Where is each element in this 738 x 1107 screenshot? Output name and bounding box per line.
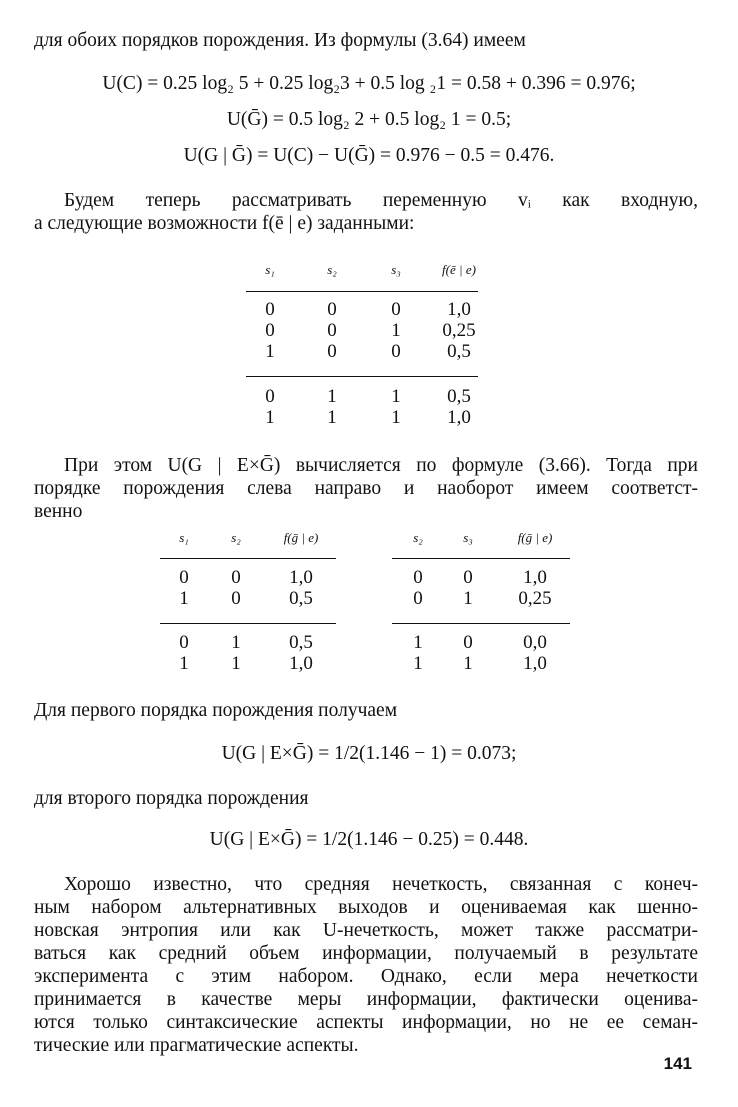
table-cell: 0 (265, 386, 275, 407)
table-cell: 0 (231, 567, 241, 588)
table-cell: 0,5 (289, 632, 313, 653)
formula-u-g-given-g-bar (0, 144, 738, 168)
table-cell: 0,5 (447, 341, 471, 362)
table-header (246, 262, 478, 282)
table-cell: 0 (179, 567, 189, 588)
formula-text: U(G | E×Ḡ) = 1/2(1.146 − 0.25) = 0.448. (209, 829, 529, 850)
para2-line-2: порядке порождения слева направо и наоборот имеем соответст- (34, 478, 698, 499)
header-s1: s₁ (265, 262, 275, 277)
table-cell: 1 (265, 341, 275, 362)
table-cell: 1,0 (289, 567, 313, 588)
first-order-label: Для первого порядка порождения получаем (34, 700, 398, 721)
table-cell: 0,5 (289, 588, 313, 609)
header-possibility: f(ḡ | e) (517, 530, 553, 545)
table-row (246, 341, 478, 361)
table-cell: 0 (327, 299, 337, 320)
table-cell: 0,25 (518, 588, 552, 609)
formula-text: U(G | Ḡ) = U(C) − U(Ḡ) = 0.976 − 0.5 = 0.476. (183, 145, 555, 166)
table-cell: 1 (231, 632, 241, 653)
table-row (246, 386, 478, 406)
para2-line-3: венно (34, 501, 83, 522)
table-cell: 1,0 (523, 567, 547, 588)
table-cell: 0 (265, 299, 275, 320)
table-cell: 0 (463, 632, 473, 653)
table-cell: 1 (413, 653, 423, 674)
table-cell: 0,25 (442, 320, 476, 341)
table-cell: 0 (391, 299, 401, 320)
para3-line-8: тические или прагматические аспекты. (34, 1035, 359, 1056)
table-cell: 1,0 (447, 299, 471, 320)
table-cell: 1 (327, 386, 337, 407)
formula-u-g-bar (0, 108, 738, 132)
header-possibility: f(ḡ | e) (283, 530, 319, 545)
table-rule (392, 623, 570, 624)
table-row (246, 320, 478, 340)
table-cell: 1 (179, 588, 189, 609)
header-s2: s₂ (327, 262, 337, 277)
table-cell: 0 (463, 567, 473, 588)
table-cell: 1,0 (447, 407, 471, 428)
table-rule (246, 376, 478, 377)
table-cell: 0 (231, 588, 241, 609)
possibility-table-2 (160, 530, 336, 680)
para3-line-7: ются только синтаксические аспекты информации, но не ее семан- (34, 1012, 698, 1033)
table-cell: 0 (327, 320, 337, 341)
table-header (392, 530, 570, 550)
table-row (392, 567, 570, 587)
table-header (160, 530, 336, 550)
table-cell: 1 (265, 407, 275, 428)
header-s1: s₁ (179, 530, 189, 545)
table-cell: 1 (391, 407, 401, 428)
table-cell: 0 (265, 320, 275, 341)
table-row (392, 588, 570, 608)
second-order-label: для второго порядка порождения (34, 788, 309, 809)
table-cell: 0 (413, 588, 423, 609)
para3-line-4: ваться как средний объем информации, получаемый в результате (34, 943, 698, 964)
table-cell: 0 (179, 632, 189, 653)
header-possibility: f(ē | e) (442, 262, 476, 277)
para3-line-5: эксперимента с этим набором. Однако, если мера нечеткости (34, 966, 698, 987)
table-rule (160, 623, 336, 624)
table-cell: 1,0 (523, 653, 547, 674)
table-cell: 1 (463, 653, 473, 674)
table-cell: 1,0 (289, 653, 313, 674)
header-s3: s₃ (463, 530, 473, 545)
para3-line-2: ным набором альтернативных выходов и оцениваемая как шенно- (34, 897, 698, 918)
table-row (160, 653, 336, 673)
page-number: 141 (663, 1054, 692, 1073)
header-s3: s₃ (391, 262, 401, 277)
para1-line-1: Будем теперь рассматривать переменную vᵢ как входную, (64, 190, 698, 211)
para3-line-3: новская энтропия или как U-нечеткость, может также рассматри- (34, 920, 698, 941)
table-cell: 1 (391, 386, 401, 407)
formula-text: U(C) = 0.25 log₂ 5 + 0.25 log₂3 + 0.5 log ₂1 = 0.58 + 0.396 = 0.976; (102, 73, 636, 94)
header-s2: s₂ (413, 530, 423, 545)
possibility-table-1 (246, 262, 478, 432)
intro-line: для обоих порядков порождения. Из формулы (3.64) имеем (34, 30, 526, 51)
table-rule (160, 558, 336, 559)
table-cell: 1 (391, 320, 401, 341)
table-rule (392, 558, 570, 559)
para1-line-2: а следующие возможности f(ē | e) заданными: (34, 213, 415, 234)
formula-u-c (0, 72, 738, 96)
table-cell: 1 (327, 407, 337, 428)
table-row (160, 632, 336, 652)
table-row (160, 567, 336, 587)
table-row (392, 653, 570, 673)
table-cell: 1 (179, 653, 189, 674)
table-rule (246, 291, 478, 292)
table-cell: 1 (463, 588, 473, 609)
table-cell: 0,5 (447, 386, 471, 407)
table-row (246, 407, 478, 427)
formula-text: U(Ḡ) = 0.5 log₂ 2 + 0.5 log₂ 1 = 0.5; (226, 109, 512, 130)
header-s2: s₂ (231, 530, 241, 545)
table-cell: 0 (391, 341, 401, 362)
table-cell: 0 (327, 341, 337, 362)
para3-line-1: Хорошо известно, что средняя нечеткость, связанная с конеч- (64, 874, 698, 895)
table-row (246, 299, 478, 319)
possibility-table-3 (392, 530, 570, 680)
formula-second-order (0, 828, 738, 852)
para3-line-6: принимается в качестве меры информации, фактически оценива- (34, 989, 698, 1010)
table-cell: 1 (231, 653, 241, 674)
para2-line-1: При этом U(G | E×Ḡ) вычисляется по формуле (3.66). Тогда при (64, 455, 698, 476)
table-row (392, 632, 570, 652)
table-cell: 1 (413, 632, 423, 653)
table-cell: 0,0 (523, 632, 547, 653)
table-row (160, 588, 336, 608)
formula-first-order (0, 742, 738, 766)
table-cell: 0 (413, 567, 423, 588)
formula-text: U(G | E×Ḡ) = 1/2(1.146 − 1) = 0.073; (221, 743, 517, 764)
